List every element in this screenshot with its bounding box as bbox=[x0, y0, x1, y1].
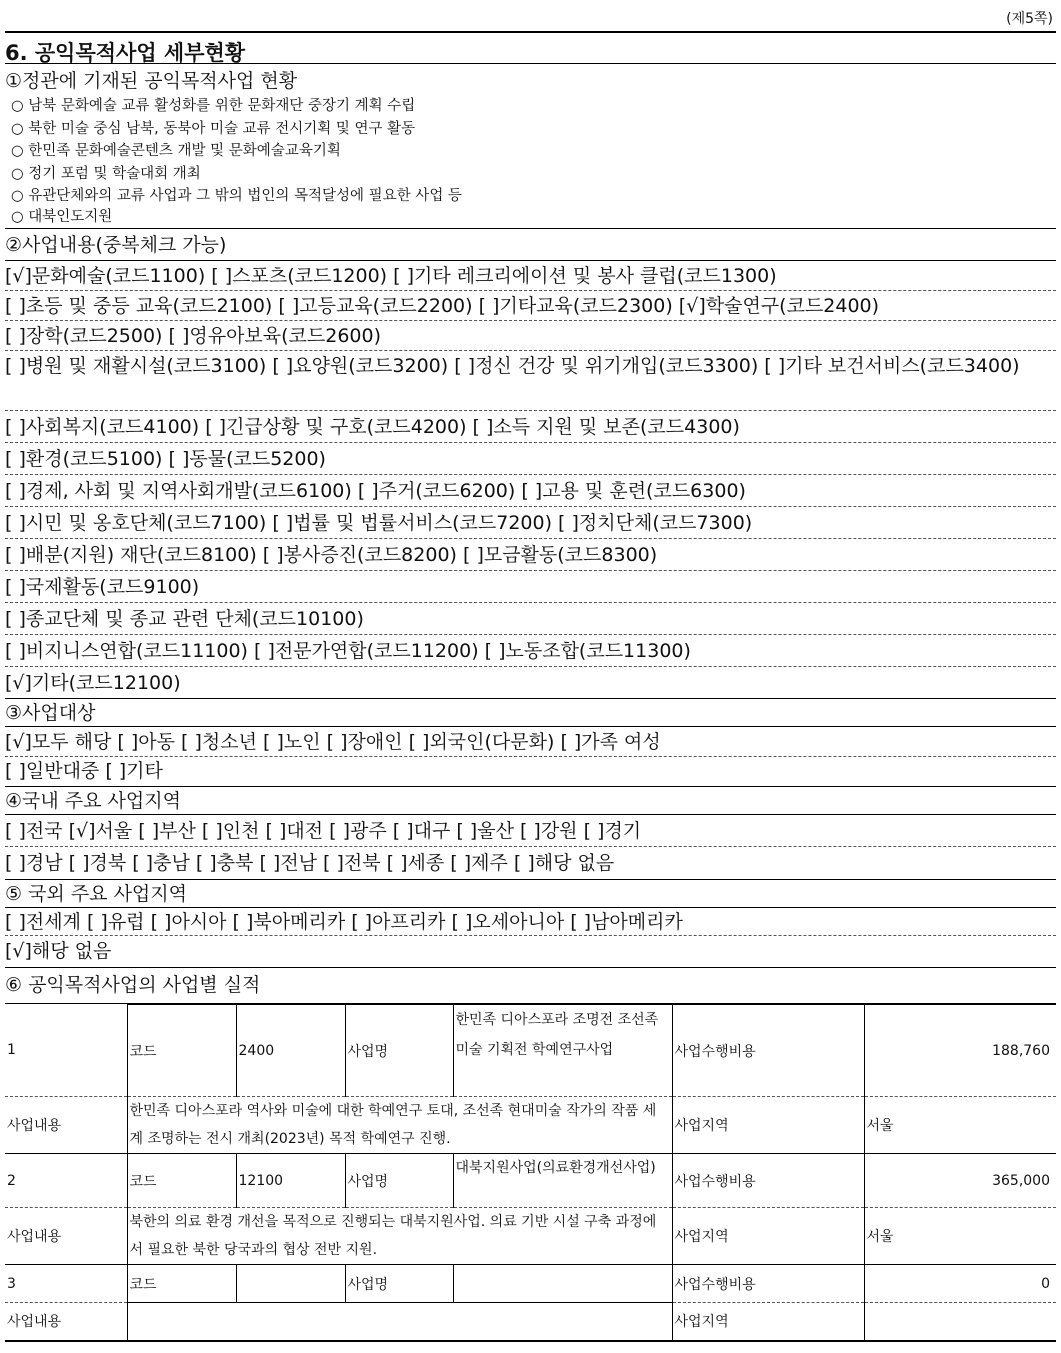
section-title: 6. 공익목적사업 세부현황 bbox=[5, 31, 1056, 64]
objective-item: ○ 남북 문화예술 교류 활성화를 위한 문화재단 중장기 계획 수립 bbox=[11, 98, 416, 114]
code-value: 2400 bbox=[236, 1005, 345, 1097]
name-label: 사업명 bbox=[345, 1005, 453, 1097]
code-value: 12100 bbox=[236, 1154, 345, 1208]
target-line: [√]모두 해당 [ ]아동 [ ]청소년 [ ]노인 [ ]장애인 [ ]외국인(다문화) [ ]가족 여성 bbox=[5, 727, 1056, 757]
section1-heading: ①정관에 기재된 공익목적사업 현황 bbox=[5, 70, 298, 92]
table-row bbox=[5, 1154, 1056, 1208]
table-row bbox=[5, 1208, 1056, 1265]
business-code-line: [√]기타(코드12100) bbox=[5, 672, 181, 694]
cost-value: 365,000 bbox=[864, 1154, 1056, 1208]
cost-label: 사업수행비용 bbox=[672, 1265, 864, 1303]
table-row bbox=[5, 1265, 1056, 1303]
objectives-list bbox=[5, 95, 1056, 226]
code-label: 코드 bbox=[127, 1265, 236, 1303]
region-value bbox=[864, 1303, 1056, 1341]
business-code-line: [ ]병원 및 재활시설(코드3100) [ ]요양원(코드3200) [ ]정신 건강 및 위기개입(코드3300) [ ]기타 보건서비스(코드3400) bbox=[5, 351, 1056, 411]
section-overseas-region bbox=[5, 879, 1056, 966]
section-domestic-region bbox=[5, 786, 1056, 879]
section-business-content bbox=[5, 228, 1056, 699]
business-code-line: [√]문화예술(코드1100) [ ]스포츠(코드1200) [ ]기타 레크리에이션 및 봉사 클럽(코드1300) bbox=[5, 261, 1056, 291]
business-code-line: [ ]시민 및 옹호단체(코드7100) [ ]법률 및 법률서비스(코드7200) [ ]정치단체(코드7300) bbox=[5, 507, 1056, 539]
business-code-line: [ ]사회복지(코드4100) [ ]긴급상황 및 구호(코드4200) [ ]소득 지원 및 보존(코드4300) bbox=[5, 411, 1056, 443]
content-label: 사업내용 bbox=[5, 1303, 127, 1341]
domestic-region-line: [ ]경남 [ ]경북 [ ]충남 [ ]충북 [ ]전남 [ ]전북 [ ]세종 [ ]제주 [ ]해당 없음 bbox=[5, 852, 615, 874]
content-value bbox=[127, 1303, 672, 1341]
business-code-line: [ ]환경(코드5100) [ ]동물(코드5200) bbox=[5, 443, 1056, 475]
business-code-line: [ ]초등 및 중등 교육(코드2100) [ ]고등교육(코드2200) [ ]기타교육(코드2300) [√]학술연구(코드2400) bbox=[5, 291, 1056, 321]
table-row bbox=[5, 1303, 1056, 1341]
cost-value: 0 bbox=[864, 1265, 1056, 1303]
section6-heading: ⑥ 공익목적사업의 사업별 실적 bbox=[5, 974, 261, 996]
code-label: 코드 bbox=[127, 1005, 236, 1097]
name-value: 한민족 디아스포라 조명전 조선족 미술 기획전 학예연구사업 bbox=[453, 1005, 672, 1097]
name-value bbox=[453, 1265, 672, 1303]
section3-heading: ③사업대상 bbox=[5, 699, 1056, 727]
cost-label: 사업수행비용 bbox=[672, 1154, 864, 1208]
overseas-region-line: [√]해당 없음 bbox=[5, 940, 112, 962]
business-code-line: [ ]경제, 사회 및 지역사회개발(코드6100) [ ]주거(코드6200) [ ]고용 및 훈련(코드6300) bbox=[5, 475, 1056, 507]
section-performance bbox=[5, 967, 1056, 1004]
region-label: 사업지역 bbox=[672, 1208, 864, 1265]
business-code-line: [ ]국제활동(코드9100) bbox=[5, 571, 1056, 603]
business-code-line: [ ]배분(지원) 재단(코드8100) [ ]봉사증진(코드8200) [ ]모금활동(코드8300) bbox=[5, 539, 1056, 571]
region-value: 서울 bbox=[864, 1097, 1056, 1154]
content-value: 북한의 의료 환경 개선을 목적으로 진행되는 대북지원사업. 의료 기반 시설 구축 과정에서 필요한 북한 당국과의 협상 전반 지원. bbox=[127, 1208, 672, 1265]
section-articles-objectives bbox=[5, 67, 1056, 226]
code-label: 코드 bbox=[127, 1154, 236, 1208]
business-code-line: [ ]종교단체 및 종교 관련 단체(코드10100) bbox=[5, 603, 1056, 635]
target-line: [ ]일반대중 [ ]기타 bbox=[5, 760, 163, 782]
content-label: 사업내용 bbox=[5, 1208, 127, 1265]
objective-item: ○ 정기 포럼 및 학술대회 개최 bbox=[11, 165, 201, 182]
business-code-line: [ ]장학(코드2500) [ ]영유아보육(코드2600) bbox=[5, 321, 1056, 351]
objective-item: ○ 북한 미술 중심 남북, 동북아 미술 교류 전시기획 및 연구 활동 bbox=[11, 120, 416, 137]
section-business-target bbox=[5, 698, 1056, 785]
row-number: 3 bbox=[5, 1265, 127, 1303]
performance-table bbox=[5, 1004, 1056, 1342]
name-label: 사업명 bbox=[345, 1265, 453, 1303]
objective-item: ○ 한민족 문화예술콘텐츠 개발 및 문화예술교육기획 bbox=[11, 143, 341, 159]
section2-heading: ②사업내용(중복체크 가능) bbox=[5, 229, 1056, 261]
objective-item: ○ 유관단체와의 교류 사업과 그 밖의 법인의 목적달성에 필요한 사업 등 bbox=[11, 188, 462, 204]
code-value bbox=[236, 1265, 345, 1303]
name-value: 대북지원사업(의료환경개선사업) bbox=[453, 1154, 672, 1208]
overseas-region-line: [ ]전세계 [ ]유럽 [ ]아시아 [ ]북아메리카 [ ]아프리카 [ ]오세아니아 [ ]남아메리카 bbox=[5, 908, 1056, 936]
cost-value: 188,760 bbox=[864, 1005, 1056, 1097]
region-label: 사업지역 bbox=[672, 1097, 864, 1154]
name-label: 사업명 bbox=[345, 1154, 453, 1208]
objective-item: ○ 대북인도지원 bbox=[11, 208, 113, 225]
content-value: 한민족 디아스포라 역사와 미술에 대한 학예연구 토대, 조선족 현대미술 작가의 작품 세계 조명하는 전시 개최(2023년) 목적 학예연구 진행. bbox=[127, 1097, 672, 1154]
business-code-line: [ ]비지니스연합(코드11100) [ ]전문가연합(코드11200) [ ]노동조합(코드11300) bbox=[5, 635, 1056, 667]
row-number: 2 bbox=[5, 1154, 127, 1208]
table-row bbox=[5, 1005, 1056, 1097]
row-number: 1 bbox=[5, 1005, 127, 1097]
domestic-region-line: [ ]전국 [√]서울 [ ]부산 [ ]인천 [ ]대전 [ ]광주 [ ]대구 [ ]울산 [ ]강원 [ ]경기 bbox=[5, 815, 1056, 847]
section5-heading: ⑤ 국외 주요 사업지역 bbox=[5, 880, 1056, 908]
region-value: 서울 bbox=[864, 1208, 1056, 1265]
region-label: 사업지역 bbox=[672, 1303, 864, 1341]
table-row bbox=[5, 1097, 1056, 1154]
page-number: (제5쪽) bbox=[1006, 11, 1053, 27]
content-label: 사업내용 bbox=[5, 1097, 127, 1154]
section4-heading: ④국내 주요 사업지역 bbox=[5, 787, 1056, 815]
cost-label: 사업수행비용 bbox=[672, 1005, 864, 1097]
